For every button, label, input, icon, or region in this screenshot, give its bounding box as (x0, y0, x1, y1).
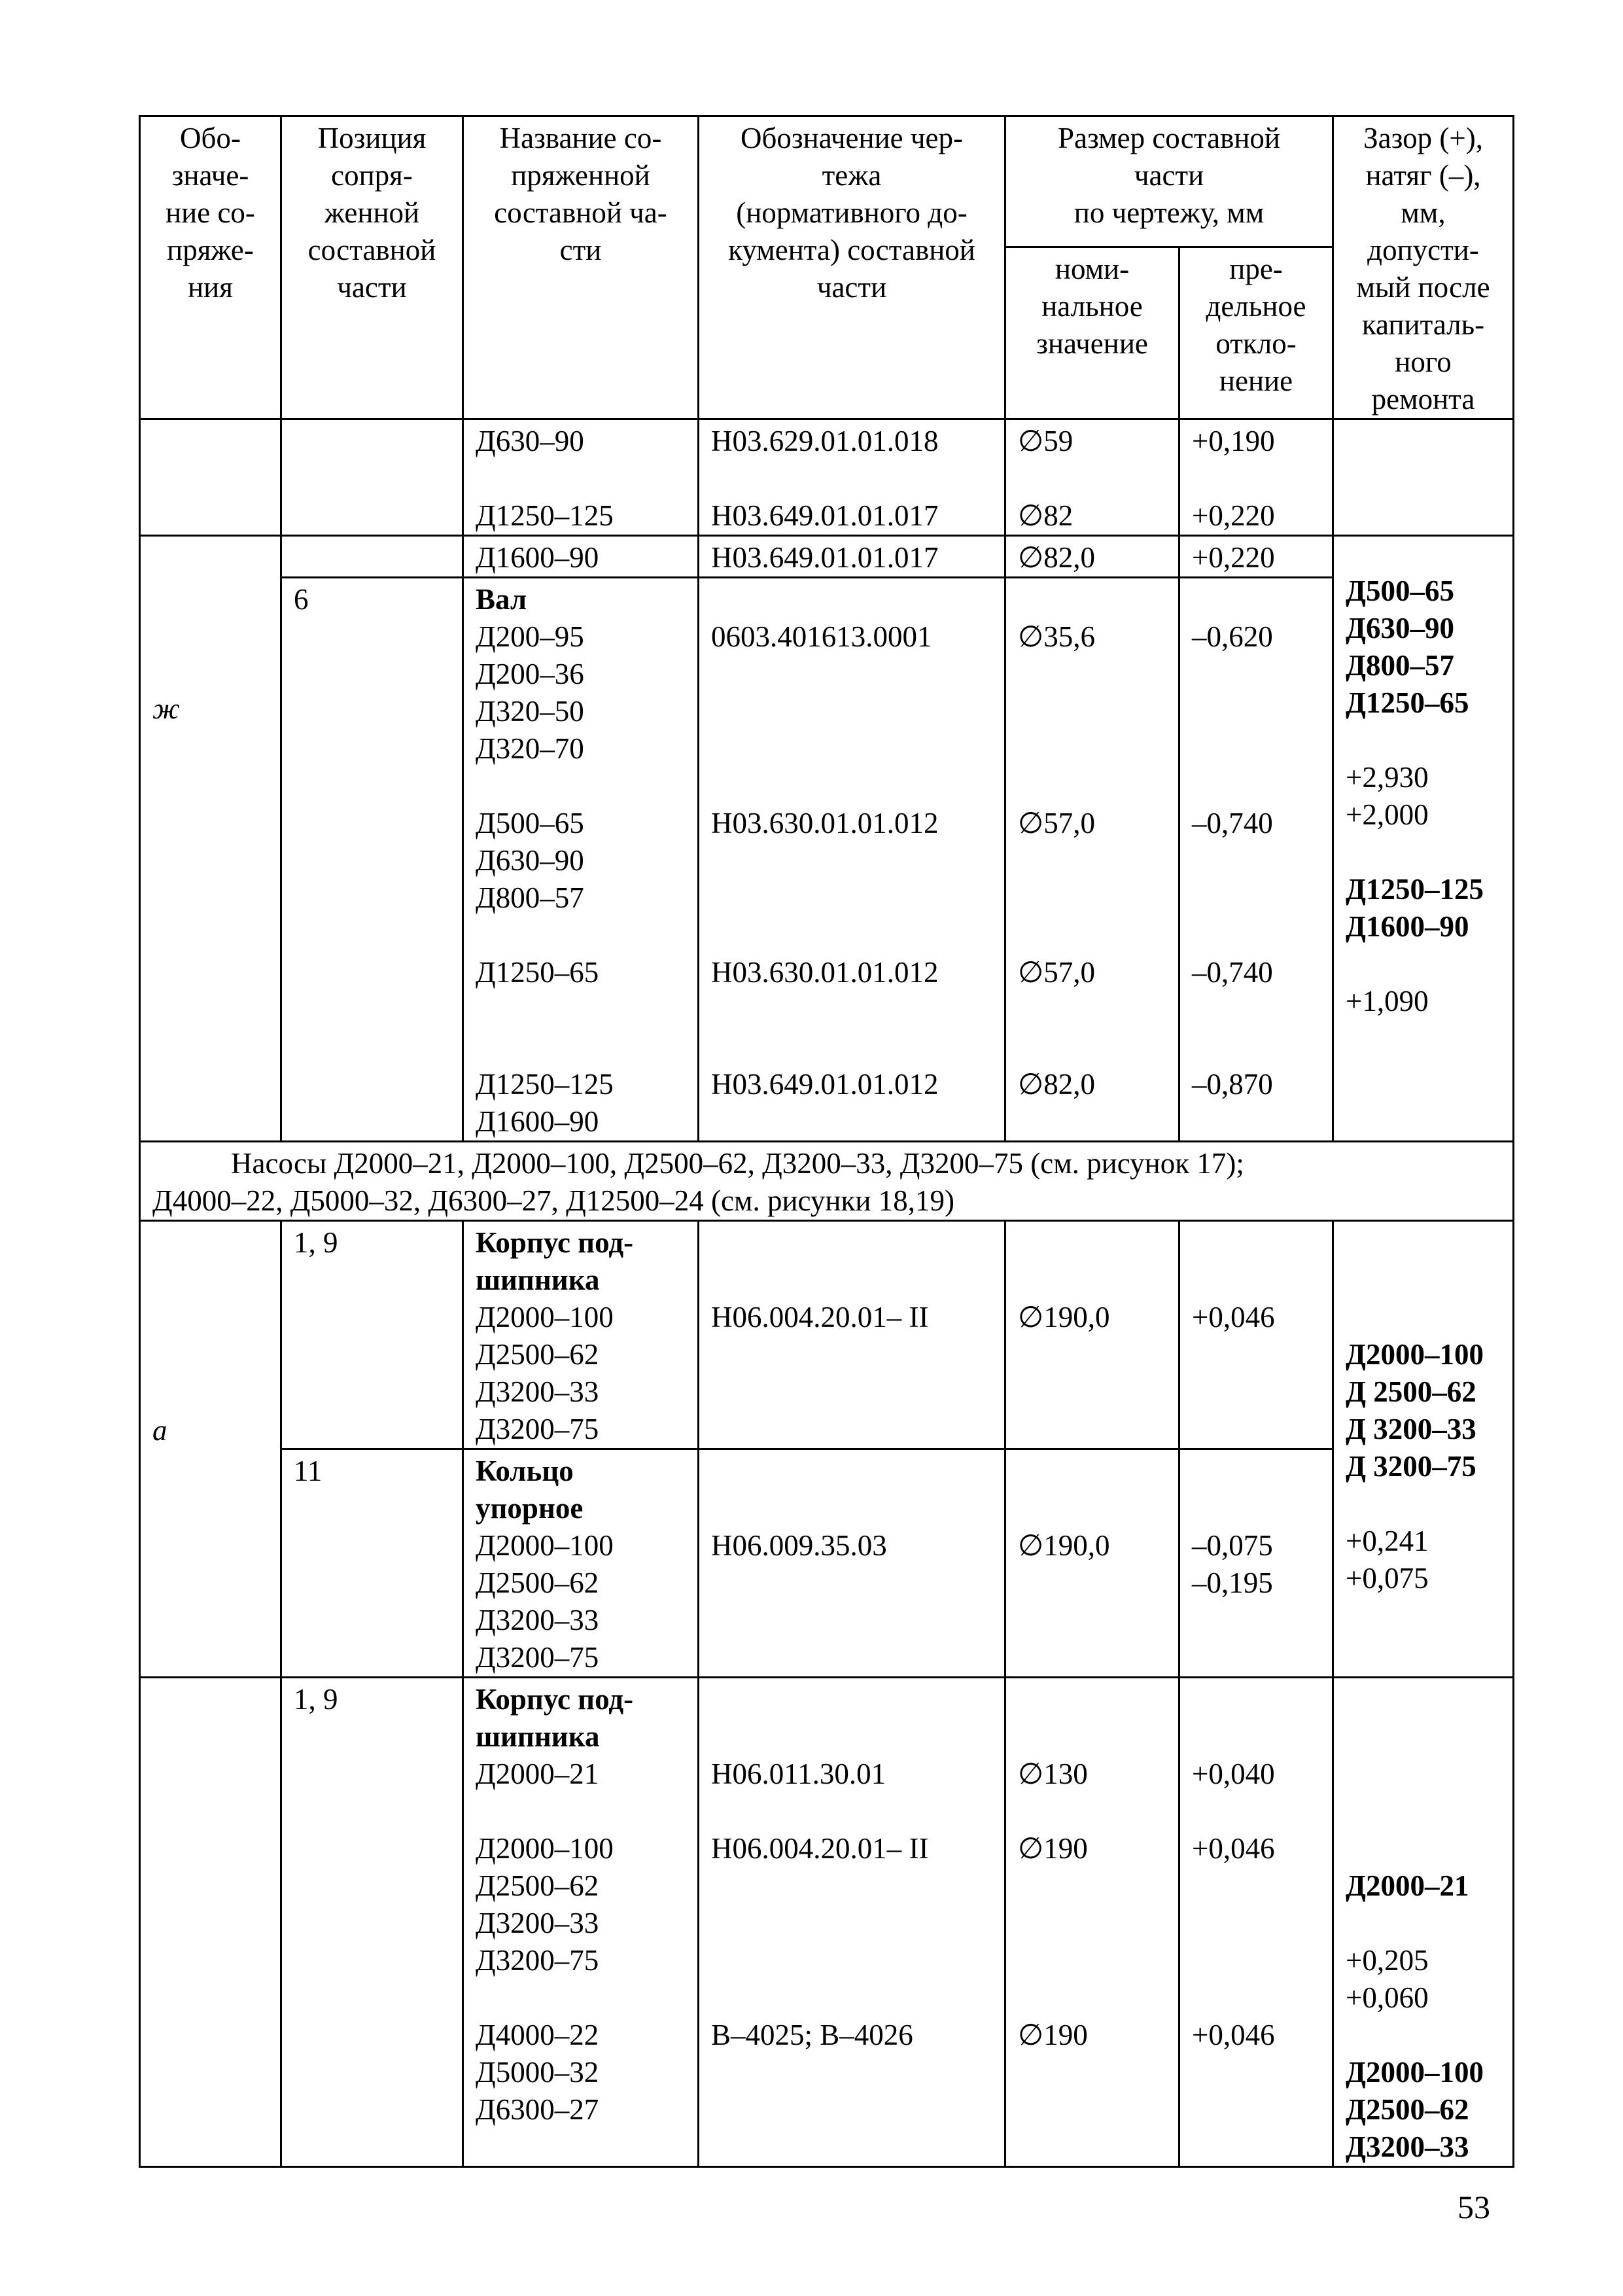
drawing-number: Н03.629.01.01.018 (711, 425, 939, 457)
cell-part-name (463, 419, 699, 536)
part-title: шипника (476, 1720, 600, 1753)
nominal-size: ∅82,0 (1018, 1068, 1095, 1101)
table-row (140, 1449, 1514, 1678)
nominal-size: ∅190 (1018, 1832, 1088, 1865)
header-part-name (463, 116, 699, 419)
section-heading-line: Насосы Д2000–21, Д2000–100, Д2500–62, Д3200–33, Д3200–75 (см. рисунок 17); (231, 1147, 1244, 1180)
header-text: номи- (1055, 252, 1130, 285)
header-text: ния (188, 271, 233, 304)
header-text: мм, (1401, 196, 1446, 229)
nominal-size: ∅82,0 (1018, 541, 1095, 574)
drawing-number: Н03.649.01.01.017 (711, 499, 939, 532)
header-position (281, 116, 463, 419)
header-text: пре- (1229, 252, 1283, 285)
deviation-value: +0,220 (1192, 499, 1275, 532)
section-heading-line: Д4000–22, Д5000–32, Д6300–27, Д12500–24 (см. рисунки 18,19) (152, 1184, 954, 1217)
pump-model: Д3200–33 (476, 1604, 599, 1636)
fit-clearance-table (139, 115, 1514, 2168)
section-heading (140, 1142, 1514, 1221)
cell-clearance (1333, 1678, 1514, 2167)
header-text: Обозначение чер- (740, 122, 963, 154)
part-title: Корпус под- (476, 1683, 634, 1716)
fit-designation: ж (152, 692, 180, 725)
position-number: 1, 9 (294, 1226, 338, 1259)
pump-model: Д2500–62 (476, 1566, 599, 1599)
pump-model: Д200–95 (476, 620, 584, 653)
clearance-model: Д 3200–33 (1346, 1413, 1476, 1445)
header-text: тежа (822, 159, 882, 192)
clearance-model: Д 3200–75 (1346, 1450, 1476, 1483)
part-title: шипника (476, 1263, 600, 1296)
header-deviation (1179, 247, 1333, 419)
header-text: части (816, 271, 887, 304)
cell-drawing (699, 578, 1005, 1142)
header-text: женной (324, 196, 420, 229)
pump-model: Д6300–27 (476, 2093, 599, 2126)
clearance-model: Д2500–62 (1346, 2093, 1469, 2126)
table-row (140, 419, 1514, 536)
header-text: дельное (1206, 289, 1306, 323)
header-text: Зазор (+), (1363, 122, 1483, 154)
clearance-model: Д800–57 (1346, 649, 1454, 682)
header-text: ремонта (1371, 383, 1475, 415)
header-text: ного (1395, 345, 1452, 378)
drawing-number: 0603.401613.0001 (711, 620, 932, 653)
cell-part-name (463, 536, 699, 578)
nominal-size: ∅190 (1018, 2019, 1088, 2051)
part-title: Вал (476, 583, 527, 616)
cell-deviation (1179, 1221, 1333, 1449)
deviation-value: +0,220 (1192, 541, 1275, 574)
cell-drawing (699, 1221, 1005, 1449)
clearance-model: Д630–90 (1346, 612, 1454, 645)
drawing-number: Н03.649.01.01.012 (711, 1068, 939, 1101)
header-drawing-designation (699, 116, 1005, 419)
cell-designation (140, 1221, 281, 1678)
table-row (140, 1678, 1514, 2167)
cell-nominal (1005, 536, 1179, 578)
section-row (140, 1142, 1514, 1221)
header-size-group (1005, 116, 1333, 247)
cell-deviation (1179, 1449, 1333, 1678)
cell-position (281, 578, 463, 1142)
cell-position (281, 1449, 463, 1678)
header-text: составной (307, 234, 436, 266)
cell-part-name (463, 1221, 699, 1449)
header-text: пряже- (167, 234, 254, 266)
nominal-size: ∅57,0 (1018, 807, 1095, 839)
cell-clearance (1333, 419, 1514, 536)
pump-model: Д630–90 (476, 844, 584, 877)
header-designation (140, 116, 281, 419)
header-text: натяг (–), (1365, 159, 1481, 192)
page-number: 53 (1457, 2189, 1490, 2225)
cell-drawing (699, 419, 1005, 536)
cell-designation (140, 1678, 281, 2167)
header-text: сопря- (331, 159, 413, 192)
pump-model: Д320–50 (476, 695, 584, 728)
cell-position (281, 1221, 463, 1449)
pump-model: Д2500–62 (476, 1869, 599, 1902)
clearance-model: Д1600–90 (1346, 910, 1469, 943)
pump-model: Д1250–125 (476, 499, 614, 532)
pump-model: Д1600–90 (476, 541, 599, 574)
cell-deviation (1179, 1678, 1333, 2167)
cell-designation (140, 419, 281, 536)
clearance-model: Д2000–21 (1346, 1869, 1469, 1902)
cell-part-name (463, 578, 699, 1142)
clearance-value: +2,000 (1346, 798, 1429, 831)
nominal-size: ∅59 (1018, 425, 1073, 457)
nominal-size: ∅190,0 (1018, 1529, 1110, 1562)
drawing-number: В–4025; В–4026 (711, 2019, 913, 2051)
header-row (140, 116, 1514, 247)
pump-model: Д2000–100 (476, 1832, 614, 1865)
drawing-number: Н03.649.01.01.017 (711, 541, 939, 574)
pump-model: Д1250–65 (476, 956, 599, 989)
pump-model: Д5000–32 (476, 2056, 599, 2089)
deviation-value: +0,046 (1192, 1832, 1275, 1865)
deviation-value: –0,620 (1192, 620, 1273, 653)
cell-position (281, 536, 463, 578)
drawing-number: Н06.011.30.01 (711, 1757, 886, 1790)
nominal-size: ∅35,6 (1018, 620, 1095, 653)
header-text: составной ча- (494, 196, 667, 229)
header-text: мый после (1356, 271, 1490, 304)
cell-nominal (1005, 419, 1179, 536)
clearance-value: +0,060 (1346, 1981, 1429, 2014)
deviation-value: +0,190 (1192, 425, 1275, 457)
clearance-model: Д1250–125 (1346, 873, 1484, 906)
nominal-size: ∅190,0 (1018, 1301, 1110, 1333)
pump-model: Д3200–75 (476, 1413, 599, 1445)
clearance-value: +0,075 (1346, 1562, 1429, 1595)
clearance-value: +1,090 (1346, 985, 1429, 1017)
pump-model: Д630–90 (476, 425, 584, 457)
pump-model: Д3200–75 (476, 1944, 599, 1977)
cell-deviation (1179, 536, 1333, 578)
clearance-model: Д 2500–62 (1346, 1375, 1476, 1408)
nominal-size: ∅82 (1018, 499, 1073, 532)
header-text: сти (559, 234, 602, 266)
clearance-model: Д3200–33 (1346, 2130, 1469, 2163)
deviation-value: –0,195 (1192, 1566, 1273, 1599)
drawing-number: Н03.630.01.01.012 (711, 807, 939, 839)
header-text: пряженной (511, 159, 650, 192)
clearance-value: +0,205 (1346, 1944, 1429, 1977)
deviation-value: +0,040 (1192, 1757, 1275, 1790)
header-text: кумента) составной (728, 234, 975, 266)
clearance-model: Д2000–100 (1346, 1338, 1484, 1371)
header-text: Размер составной (1058, 122, 1281, 154)
nominal-size: ∅57,0 (1018, 956, 1095, 989)
header-text: нальное (1041, 289, 1143, 323)
drawing-number: Н03.630.01.01.012 (711, 956, 939, 989)
cell-drawing (699, 536, 1005, 578)
cell-nominal (1005, 1449, 1179, 1678)
pump-model: Д320–70 (476, 732, 584, 765)
header-clearance (1333, 116, 1514, 419)
position-number: 1, 9 (294, 1683, 338, 1716)
header-text: нение (1219, 364, 1293, 397)
clearance-value: +2,930 (1346, 761, 1429, 794)
table-row (140, 536, 1514, 578)
cell-nominal (1005, 578, 1179, 1142)
cell-nominal (1005, 1221, 1179, 1449)
part-title: Корпус под- (476, 1226, 634, 1259)
cell-drawing (699, 1449, 1005, 1678)
pump-model: Д4000–22 (476, 2019, 599, 2051)
drawing-number: Н06.004.20.01– II (711, 1832, 929, 1865)
pump-model: Д200–36 (476, 658, 584, 690)
pump-model: Д2000–100 (476, 1529, 614, 1562)
cell-clearance (1333, 536, 1514, 1142)
header-text: Название со- (499, 122, 662, 154)
cell-part-name (463, 1678, 699, 2167)
table-row (140, 578, 1514, 1142)
pump-model: Д3200–33 (476, 1907, 599, 1939)
cell-nominal (1005, 1678, 1179, 2167)
deviation-value: –0,075 (1192, 1529, 1273, 1562)
table-row (140, 1221, 1514, 1449)
pump-model: Д1600–90 (476, 1105, 599, 1138)
pump-model: Д1250–125 (476, 1068, 614, 1101)
cell-drawing (699, 1678, 1005, 2167)
cell-clearance (1333, 1221, 1514, 1678)
header-text: капиталь- (1361, 308, 1485, 341)
clearance-model: Д2000–100 (1346, 2056, 1484, 2089)
header-text: откло- (1215, 327, 1297, 360)
nominal-size: ∅130 (1018, 1757, 1088, 1790)
header-text: части (1134, 159, 1204, 192)
pump-model: Д500–65 (476, 807, 584, 839)
header-nominal (1005, 247, 1179, 419)
pump-model: Д3200–75 (476, 1641, 599, 1674)
fit-designation: а (152, 1414, 167, 1447)
cell-deviation (1179, 419, 1333, 536)
pump-model: Д2500–62 (476, 1338, 599, 1371)
position-number: 6 (294, 583, 309, 616)
deviation-value: –0,740 (1192, 956, 1273, 989)
cell-designation (140, 536, 281, 1142)
clearance-model: Д1250–65 (1346, 686, 1469, 719)
header-text: ние со- (166, 196, 255, 229)
header-text: допусти- (1367, 234, 1479, 266)
pump-model: Д2000–21 (476, 1757, 599, 1790)
header-text: по чертежу, мм (1073, 196, 1265, 229)
pump-model: Д2000–100 (476, 1301, 614, 1333)
header-text: значе- (171, 159, 249, 192)
pump-model: Д3200–33 (476, 1375, 599, 1408)
pump-model: Д800–57 (476, 881, 584, 914)
header-text: части (337, 271, 407, 304)
position-number: 11 (294, 1455, 323, 1487)
header-text: Обо- (180, 122, 241, 154)
clearance-model: Д500–65 (1346, 574, 1454, 607)
part-title: Кольцо (476, 1455, 574, 1487)
header-text: значение (1036, 327, 1148, 360)
clearance-value: +0,241 (1346, 1525, 1429, 1557)
header-text: Позиция (317, 122, 427, 154)
deviation-value: +0,046 (1192, 2019, 1275, 2051)
cell-position (281, 1678, 463, 2167)
deviation-value: +0,046 (1192, 1301, 1275, 1333)
cell-position (281, 419, 463, 536)
header-text: (нормативного до- (736, 196, 968, 229)
part-title: упорное (476, 1492, 584, 1525)
cell-deviation (1179, 578, 1333, 1142)
drawing-number: Н06.004.20.01– II (711, 1301, 929, 1333)
deviation-value: –0,740 (1192, 807, 1273, 839)
drawing-number: Н06.009.35.03 (711, 1529, 887, 1562)
cell-part-name (463, 1449, 699, 1678)
deviation-value: –0,870 (1192, 1068, 1273, 1101)
